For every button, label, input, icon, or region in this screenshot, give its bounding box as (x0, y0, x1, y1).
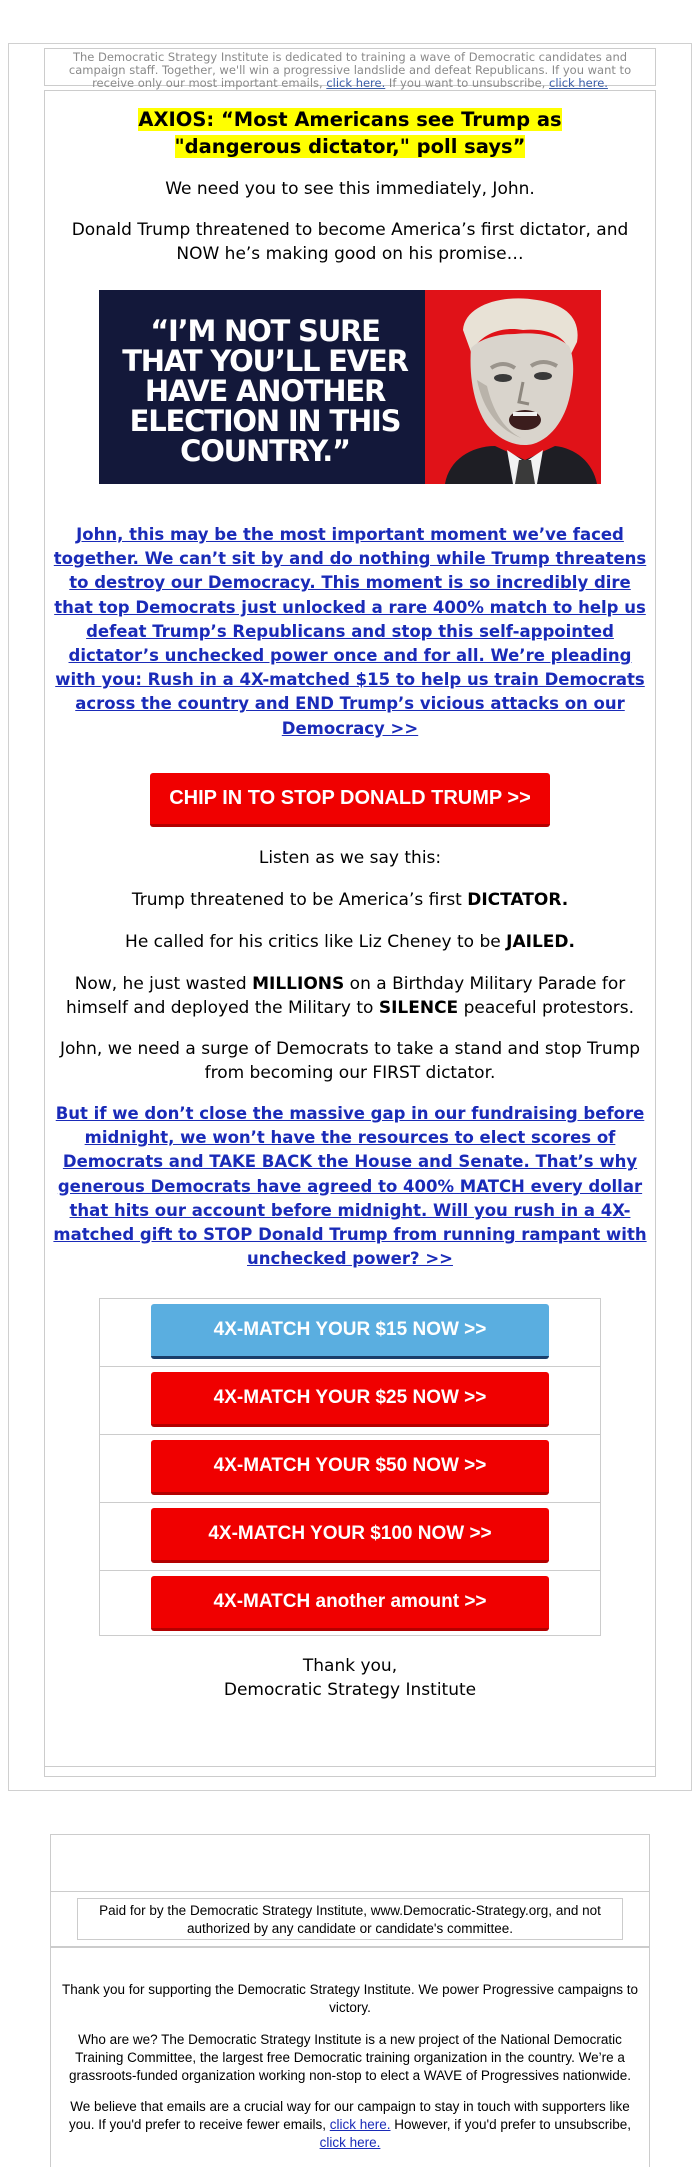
footer-top-spacer (51, 1835, 649, 1892)
donation-row (100, 1503, 600, 1571)
hero-quote: “I’M NOT SURE THAT YOU’LL EVER HAVE ANOTHER ELECTION IN THIS COUNTRY.” (122, 314, 408, 468)
trump-portrait-icon (425, 290, 601, 484)
donation-row (100, 1299, 600, 1367)
match-15-button[interactable]: 4X-MATCH YOUR $15 NOW >> (151, 1304, 549, 1359)
trump-photo (425, 290, 601, 484)
match-50-button[interactable]: 4X-MATCH YOUR $50 NOW >> (151, 1440, 549, 1495)
surge-text: John, we need a surge of Democrats to take a stand and stop Trump from becoming our FIRST dictator. (59, 1039, 641, 1083)
donation-row (100, 1571, 600, 1639)
jailed-text (50, 930, 650, 954)
preheader (44, 48, 656, 90)
signoff-org: Democratic Strategy Institute (223, 1680, 477, 1700)
donation-row (100, 1435, 600, 1503)
fewer-emails-link[interactable]: click here. (326, 76, 386, 90)
signoff (100, 1654, 600, 1702)
headline (88, 106, 612, 160)
paid-for-disclaimer: Paid for by the Democratic Strategy Institute, www.Democratic-Strategy.org, and not authorized by any candidate or candidate's committee. (77, 1898, 623, 1940)
intro-text-2: Donald Trump threatened to become America’s first dictator, and NOW he’s making good on his promise… (71, 220, 629, 264)
parade-text-e: peaceful protestors. (458, 998, 635, 1018)
parade-text-d: SILENCE (378, 998, 459, 1018)
appeal-link[interactable]: John, this may be the most important moment we’ve faced together. We can’t sit by and do nothing while Trump threatens to destroy our Democracy. This moment is so incredibly dire that top Democrats just unlocked a rare 400% match to help us defeat Trump’s Republicans and stop this self-appointed dictator’s unchecked power once and for all. We’re pleading with you: Rush in a 4X-matched $15 to help us train Democrats across the country and END Trump’s vicious attacks on our Democracy >> (53, 525, 647, 738)
listen-text: Listen as we say this: (258, 848, 442, 868)
donation-row (100, 1367, 600, 1435)
paid-for-wrapper (51, 1892, 649, 1948)
intro-text: We need you to see this immediately, John. (165, 179, 535, 199)
dictator-text (50, 888, 650, 912)
preheader-mid-text: If you want to unsubscribe, (385, 76, 549, 90)
footer-thanks: Thank you for supporting the Democratic Strategy Institute. We power Progressive campaigns to victory. (61, 1982, 639, 2015)
chip-in-button[interactable]: CHIP IN TO STOP DONALD TRUMP >> (150, 773, 550, 827)
footer-emails-text-a: We believe that emails are a crucial way for our campaign to stay in touch with supporters like you. If you'd prefer to receive fewer emails, (69, 2099, 630, 2132)
headline-text: AXIOS: “Most Americans see Trump as "dangerous dictator," poll says” (138, 108, 562, 158)
parade-text (50, 972, 650, 1020)
fundraising-gap-link[interactable]: But if we don’t close the massive gap in our fundraising before midnight, we won’t have the resources to elect scores of Democrats and TAKE BACK the House and Senate. That’s why generous Democrats have agreed to 400% MATCH every dollar that hits our account before midnight. Will you rush in a 4X-matched gift to STOP Donald Trump from running rampant with unchecked power? >> (53, 1104, 647, 1269)
hero-image[interactable] (99, 290, 601, 484)
footer-emails-text-b: However, if you'd prefer to unsubscribe, (390, 2117, 631, 2132)
unsubscribe-link[interactable]: click here. (549, 76, 608, 90)
parade-text-b: MILLIONS (252, 974, 345, 994)
dictator-text-a: Trump threatened to be America’s first (131, 890, 468, 910)
footer-fewer-emails-link[interactable]: click here. (329, 2117, 391, 2132)
signoff-thanks: Thank you, (302, 1656, 398, 1676)
match-100-button[interactable]: 4X-MATCH YOUR $100 NOW >> (151, 1508, 549, 1563)
match-other-amount-button[interactable]: 4X-MATCH another amount >> (151, 1576, 549, 1631)
preheader-text: The Democratic Strategy Institute is dedicated to training a wave of Democratic candidates and campaign staff. Together, we'll win a progressive landslide and defeat Republicans. If you want to receive only our most important emails, (68, 50, 632, 90)
jailed-text-a: He called for his critics like Liz Cheney to be (125, 932, 507, 952)
parade-text-a: Now, he just wasted (74, 974, 253, 994)
footer-who: Who are we? The Democratic Strategy Institute is a new project of the National Democratic Training Committee, the largest free Democratic training organization in the country. We’re a grassroots-funded organization working non-stop to elect a WAVE of Progressives nationwide. (68, 2032, 632, 2083)
jailed-text-b: JAILED. (506, 932, 575, 952)
footer-unsubscribe-link[interactable]: click here. (319, 2135, 381, 2150)
parade-text-c: on a Birthday Military Parade for himself and deployed the Military to (65, 974, 626, 1018)
match-25-button[interactable]: 4X-MATCH YOUR $25 NOW >> (151, 1372, 549, 1427)
donation-button-table (99, 1298, 601, 1636)
footer-emails (58, 2098, 642, 2152)
dictator-text-b: DICTATOR. (467, 890, 569, 910)
